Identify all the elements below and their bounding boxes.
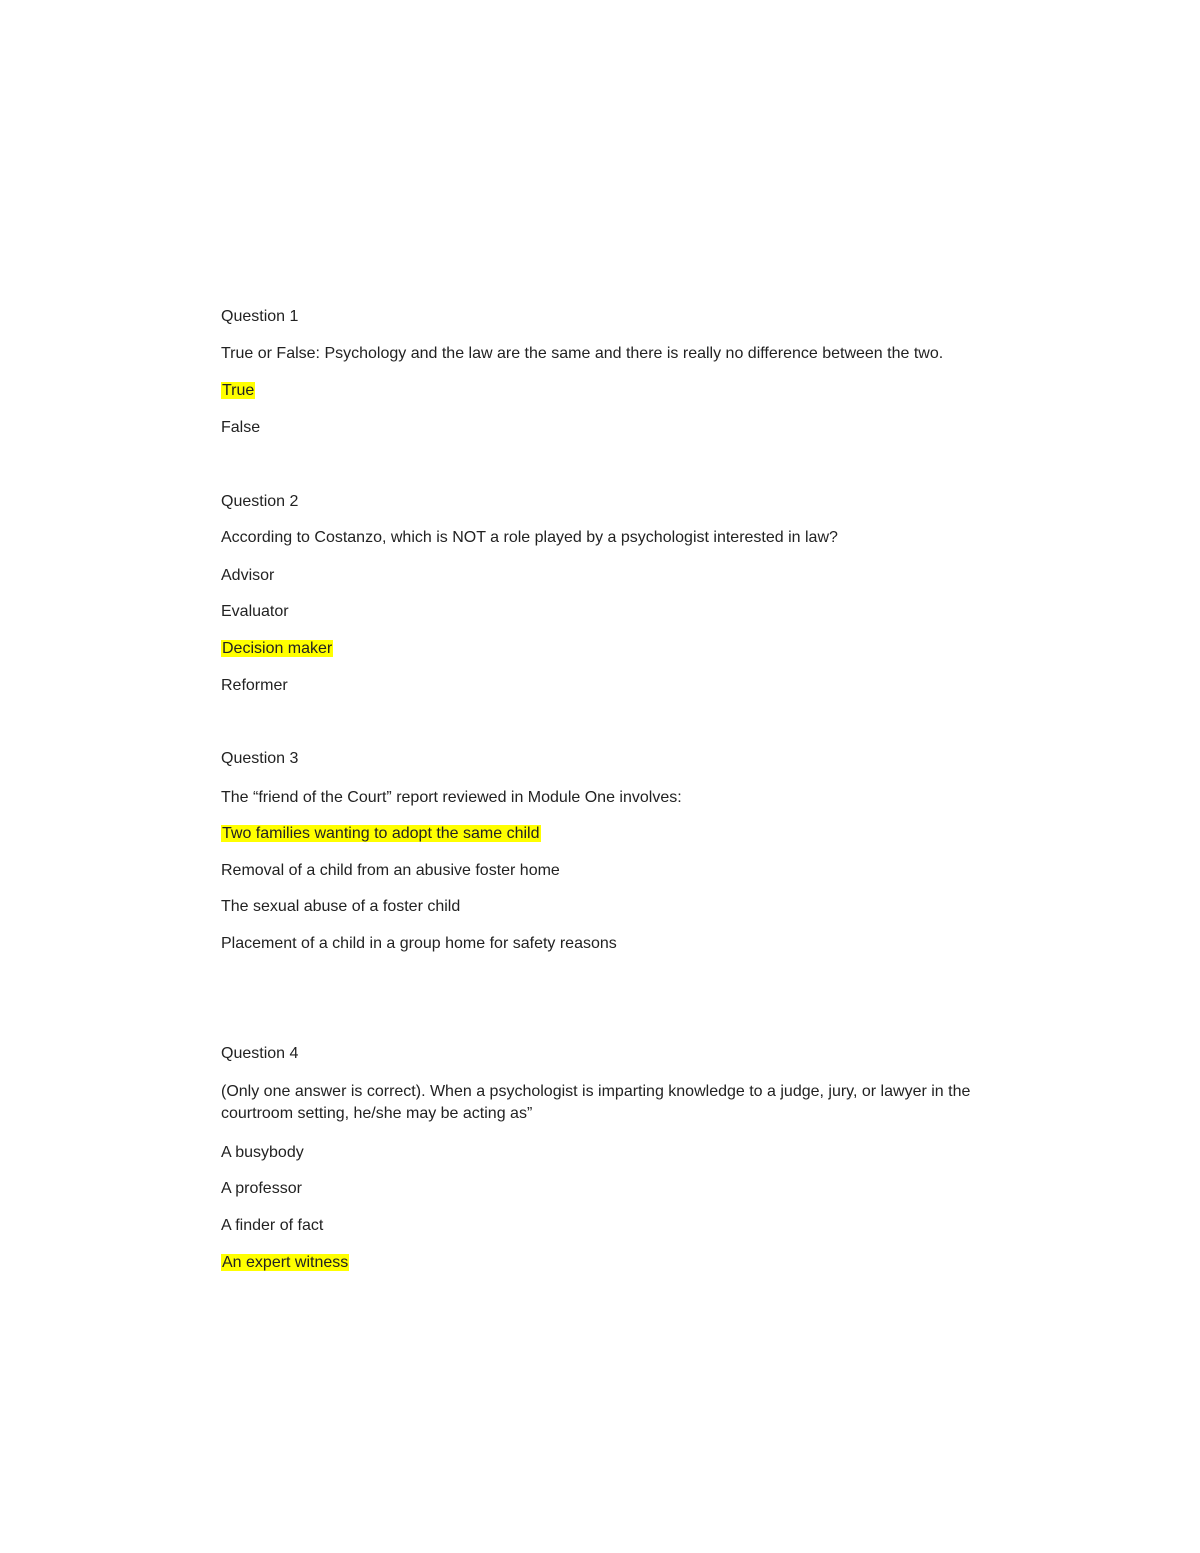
question-3-option-3: The sexual abuse of a foster child (221, 898, 461, 915)
highlighted-answer: Two families wanting to adopt the same child (222, 825, 540, 842)
question-2-option-4: Reformer (221, 677, 288, 694)
highlighted-answer: An expert witness (222, 1254, 349, 1271)
question-2-option-2: Evaluator (221, 603, 289, 620)
question-3-label: Question 3 (221, 750, 299, 767)
question-2-option-1: Advisor (221, 567, 275, 584)
question-1-label: Question 1 (221, 308, 299, 325)
question-4-label: Question 4 (221, 1045, 299, 1062)
question-3-prompt: The “friend of the Court” report reviewed in Module One involves: (221, 789, 682, 806)
question-4-option-1: A busybody (221, 1144, 304, 1161)
question-4-option-2: A professor (221, 1180, 302, 1197)
question-4-prompt: (Only one answer is correct). When a psychologist is imparting knowledge to a judge, jury, or lawyer in the courtroom setting, he/she may be acting as” (221, 1083, 971, 1122)
question-1-prompt: True or False: Psychology and the law are the same and there is really no difference between the two. (221, 345, 944, 362)
highlighted-answer: Decision maker (222, 640, 333, 657)
question-3-option-4: Placement of a child in a group home for safety reasons (221, 935, 617, 952)
highlighted-answer: True (222, 382, 255, 399)
question-3-option-2: Removal of a child from an abusive foster home (221, 862, 560, 879)
question-1-option-1 (221, 380, 255, 402)
question-1-option-2: False (221, 419, 261, 436)
question-4-option-3: A finder of fact (221, 1217, 324, 1234)
question-3-option-1 (221, 823, 541, 845)
question-4-option-4 (221, 1252, 349, 1274)
question-2-prompt: According to Costanzo, which is NOT a role played by a psychologist interested in law? (221, 529, 838, 546)
question-2-option-3 (221, 638, 333, 660)
question-2-label: Question 2 (221, 493, 299, 510)
